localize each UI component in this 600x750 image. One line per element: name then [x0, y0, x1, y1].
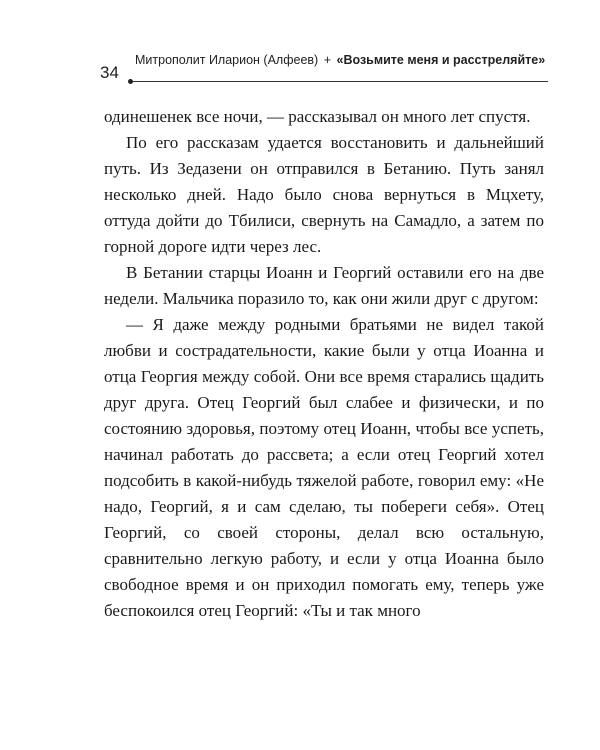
page-number: 34 — [100, 63, 119, 82]
paragraph: В Бетании старцы Иоанн и Георгий оставили его на две недели. Мальчика поразило то, как они жили друг с другом: — [104, 263, 544, 308]
paragraph: По его рассказам удается восстановить и дальнейший путь. Из Зедазени он отправился в Бетанию. Путь занял несколько дней. Надо было снова вернуться в Мцхету, оттуда дойти до Тбилиси, свернуть на Самадло, а затем по горной дороге идти через лес. — [104, 133, 544, 256]
paragraph: — Я даже между родными братьями не видел такой любви и сострадательности, какие были у отца Иоанна и отца Георгия между собой. Они все время старались щадить друг друга. Отец Георгий был слабее и физически, и по состоянию здоровья, поэтому отец Иоанн, чтобы все успеть, начинал работать до рассвета; а если отец Георгий хотел подсобить в какой-нибудь тяжелой работе, говорил ему: «Не надо, Георгий, я и сам сделаю, ты побереги себя». Отец Георгий, со своей стороны, делал всю остальную, сравнительно легкую работу, и если у отца Иоанна было свободное время и он приходил помогать ему, теперь уже беспокоился отец Георгий: «Ты и так много — [104, 315, 544, 620]
running-head-separator: + — [323, 53, 332, 67]
body-text — [104, 104, 544, 624]
paragraph: одинешенек все ночи, — рассказывал он много лет спустя. — [104, 107, 531, 126]
running-head-book-title: «Возьмите меня и расстреляйте» — [336, 53, 546, 67]
running-head — [135, 53, 547, 67]
header-rule — [133, 81, 548, 82]
running-head-author: Митрополит Иларион (Алфеев) — [135, 53, 319, 67]
